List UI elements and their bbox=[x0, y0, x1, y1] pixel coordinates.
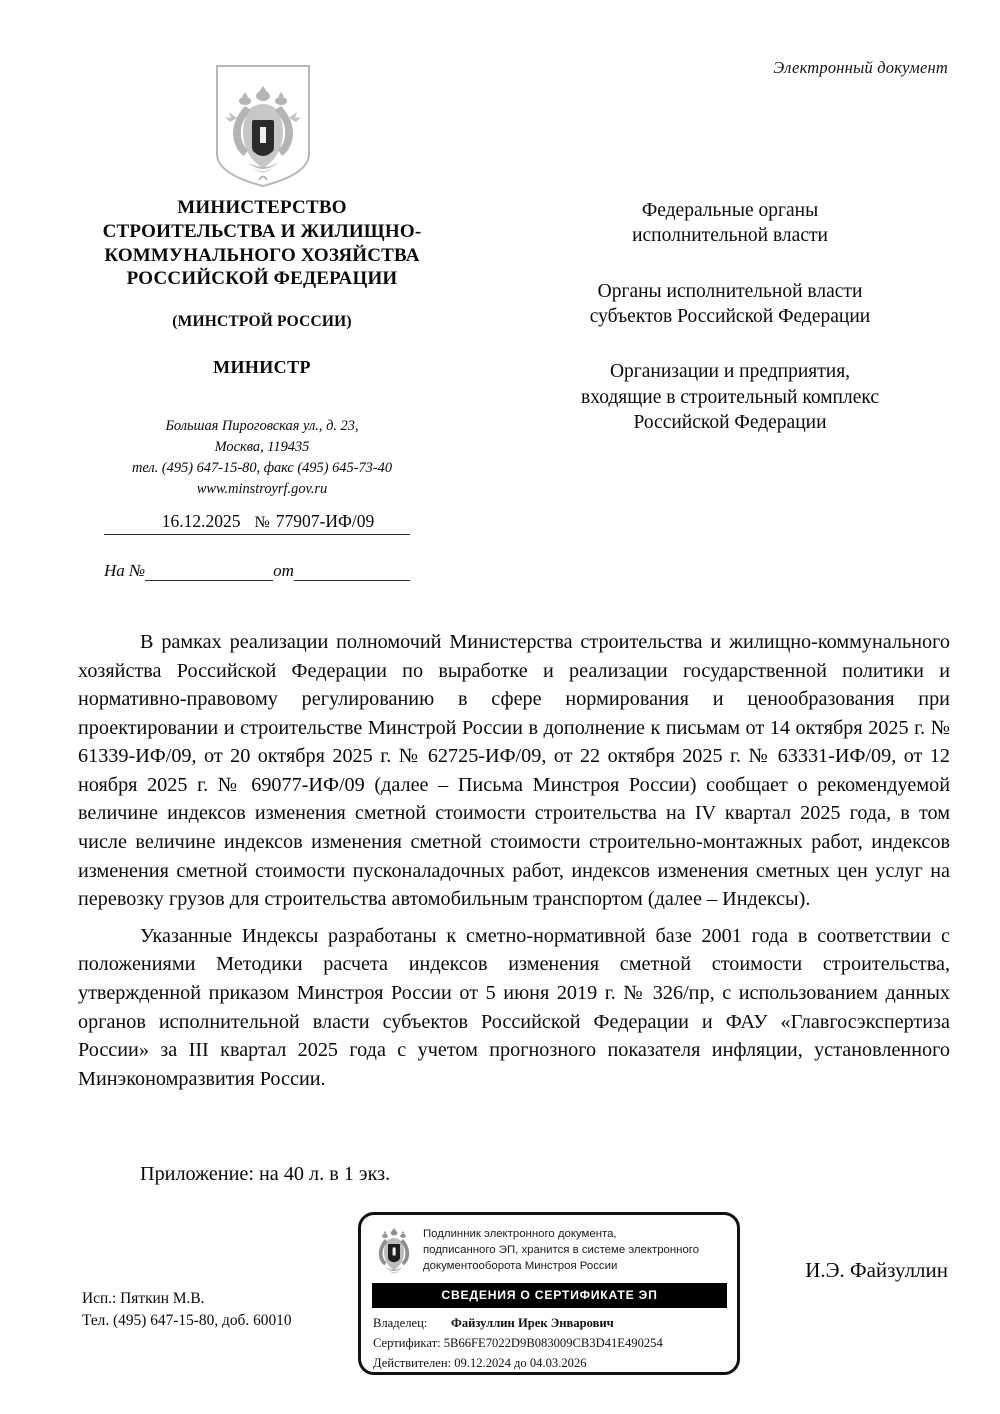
ministry-title-line-3: КОММУНАЛЬНОГО ХОЗЯЙСТВА bbox=[104, 244, 420, 266]
ministry-title-line-2: СТРОИТЕЛЬСТВА И ЖИЛИЩНО- bbox=[102, 220, 422, 242]
russian-coat-of-arms-icon bbox=[207, 62, 319, 190]
ministry-title-line-1: МИНИСТЕРСТВО bbox=[177, 197, 347, 218]
address-phone: тел. (495) 647-15-80, факс (495) 645-73-40 bbox=[131, 459, 393, 476]
letterhead bbox=[72, 196, 452, 500]
stamp-certificate-fields bbox=[361, 1308, 737, 1374]
stamp-coat-of-arms-icon bbox=[373, 1224, 415, 1276]
stamp-description-line-1: Подлинник электронного документа, bbox=[423, 1228, 617, 1240]
incoming-date-blank bbox=[294, 563, 410, 581]
address-street: Большая Пироговская ул., д. 23, bbox=[165, 418, 359, 434]
incoming-reference-label: На № bbox=[104, 561, 146, 580]
ministry-title-line-4: РОССИЙСКОЙ ФЕДЕРАЦИИ bbox=[126, 268, 398, 290]
executor-name: Исп.: Пяткин М.В. bbox=[82, 1290, 205, 1307]
addressee-regional-line-2: субъектов Российской Федерации bbox=[589, 306, 871, 328]
address-website: www.minstroyrf.gov.ru bbox=[196, 480, 328, 497]
addressee-block bbox=[520, 198, 940, 435]
electronic-document-marker: Электронный документ bbox=[773, 58, 948, 77]
addressee-group-federal bbox=[520, 198, 940, 249]
incoming-date-label: от bbox=[273, 561, 294, 580]
number-sign: № bbox=[254, 514, 270, 531]
addressee-federal-line-2: исполнительной власти bbox=[632, 225, 828, 247]
ministry-short-name: (МИНСТРОЙ РОССИИ) bbox=[172, 313, 352, 330]
incoming-number-blank bbox=[145, 563, 273, 581]
addressee-regional-line-1: Органы исполнительной власти bbox=[597, 280, 863, 302]
stamp-validity-period: Действителен: 09.12.2024 до 04.03.2026 bbox=[373, 1355, 587, 1370]
stamp-description-line-2: подписанного ЭП, хранится в системе электронного bbox=[423, 1244, 700, 1257]
signer-name: И.Э. Файзуллин bbox=[805, 1258, 948, 1282]
addressee-organizations-line-2: входящие в строительный комплекс bbox=[580, 386, 880, 408]
stamp-header bbox=[361, 1215, 737, 1280]
reference-block bbox=[104, 506, 410, 581]
stamp-description bbox=[423, 1224, 699, 1276]
addressee-organizations-line-1: Организации и предприятия, bbox=[609, 361, 851, 383]
body-paragraph-2: Указанные Индексы разработаны к сметно-нормативной базе 2001 года в соответствии с положениями Методики расчета индексов изменения сметной стоимости строительства, утвержденной приказом Минстроя России от 5 июня 2019 г. № 326/пр, с использованием данных органов исполнительной власти субъектов Российской Федерации и ФАУ «Главгосэкспертиза России» за III квартал 2025 года с учетом прогнозного показателя инфляции, установленного Минэкономразвития России. bbox=[78, 924, 950, 1090]
outgoing-reference-row bbox=[104, 506, 410, 535]
stamp-owner-label: Владелец: bbox=[373, 1316, 428, 1330]
addressee-group-organizations bbox=[520, 359, 940, 435]
electronic-signature-stamp bbox=[358, 1212, 740, 1375]
addressee-organizations-line-3: Российской Федерации bbox=[633, 412, 827, 434]
executor-info bbox=[82, 1288, 292, 1332]
stamp-banner: СВЕДЕНИЯ О СЕРТИФИКАТЕ ЭП bbox=[372, 1283, 727, 1308]
incoming-reference-row bbox=[104, 561, 410, 581]
body-paragraph-1: В рамках реализации полномочий Министерства строительства и жилищно-коммунального хозяйства Российской Федерации по выработке и реализации государственной политики и нормативно-правовому регулированию в сфере нормирования и ценообразования при проектировании и строительстве Минстрой России в дополнение к письмам от 14 октября 2025 г. № 61339-ИФ/09, от 20 октября 2025 г. № 62725-ИФ/09, от 22 октября 2025 г. № 63331-ИФ/09, от 12 ноября 2025 г. № 69077-ИФ/09 (далее – Письма Минстроя России) сообщает о рекомендуемой величине индексов изменения сметной стоимости строительства на IV квартал 2025 года, в том числе величине индексов изменения сметной стоимости строительно-монтажных работ, индексов изменения сметной стоимости пусконаладочных работ, индексов изменения сметных цен услуг на перевозку грузов для строительства автомобильным транспортом (далее – Индексы). bbox=[78, 631, 950, 911]
addressee-group-regional bbox=[520, 279, 940, 330]
attachment-note: Приложение: на 40 л. в 1 экз. bbox=[140, 1163, 391, 1185]
stamp-owner-row bbox=[373, 1314, 727, 1334]
executor-phone: Тел. (495) 647-15-80, доб. 60010 bbox=[82, 1311, 292, 1329]
ministry-title bbox=[72, 196, 452, 291]
stamp-description-line-3: документооборота Минстроя России bbox=[423, 1260, 618, 1273]
ministry-address bbox=[72, 416, 452, 500]
outgoing-date: 16.12.2025 bbox=[161, 511, 241, 531]
outgoing-number: 77907-ИФ/09 bbox=[275, 511, 375, 531]
addressee-federal-line-1: Федеральные органы bbox=[641, 200, 819, 221]
stamp-certificate-number: Сертификат: 5B66FE7022D9B083009CB3D41E490254 bbox=[373, 1335, 663, 1350]
stamp-owner-value: Файзуллин Ирек Энварович bbox=[451, 1316, 614, 1330]
address-city: Москва, 119435 bbox=[214, 438, 310, 455]
minister-role: МИНИСТР bbox=[213, 357, 311, 377]
document-body bbox=[78, 628, 950, 1093]
